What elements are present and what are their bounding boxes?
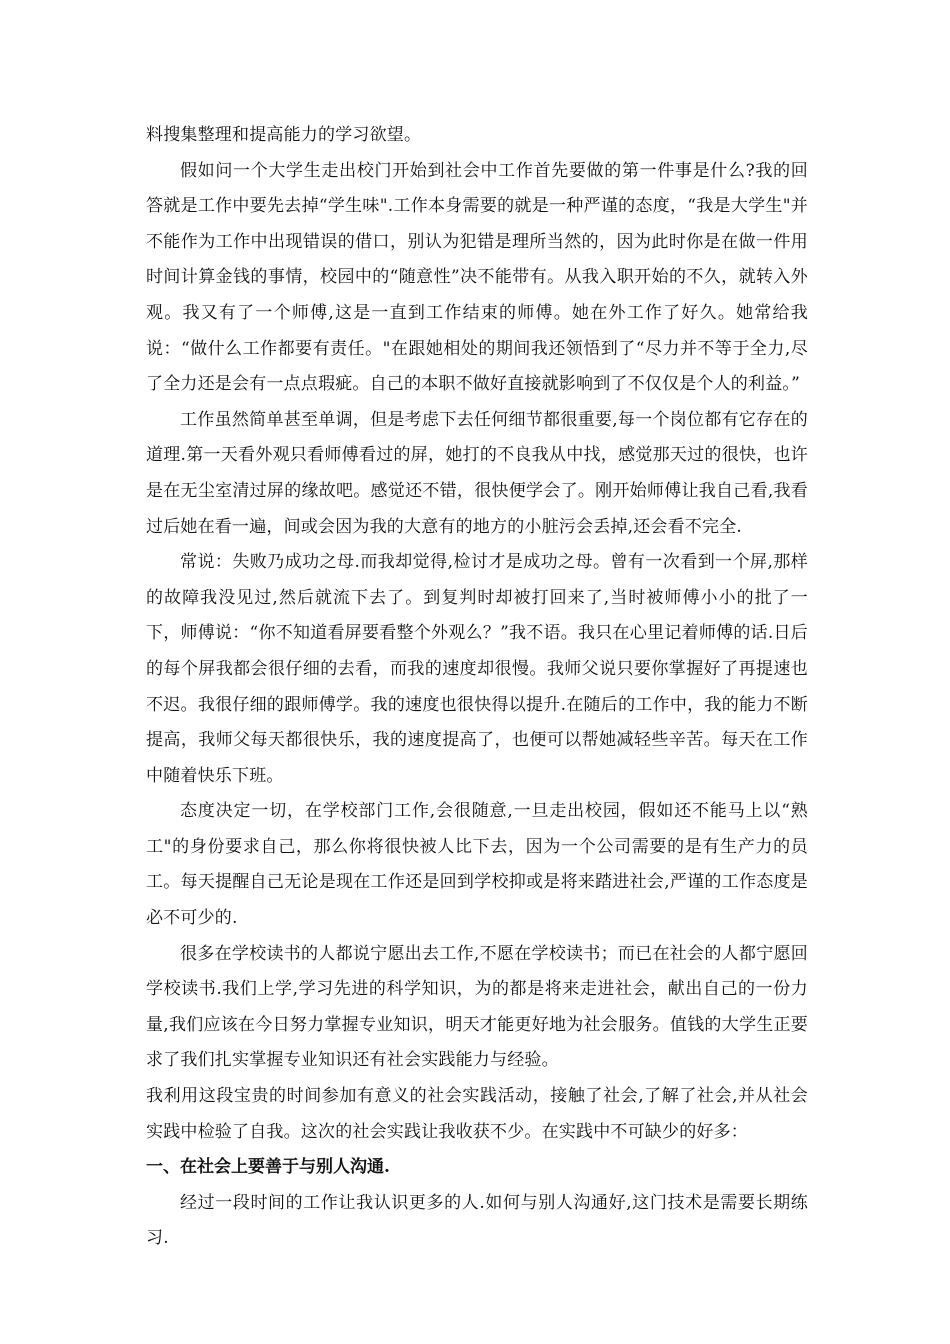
paragraph-2: 假如问一个大学生走出校门开始到社会中工作首先要做的第一件事是什么?我的回答就是工作中要先去掉“学生味".工作本身需要的就是一种严谨的态度，“我是大学生"并不能作为工作中出现错误的借口，别认为犯错是理所当然的，因为此时你是在做一件用时间计算金钱的事情，校园中的“随意性”决不能带有。从我入职开始的不久，就转入外观。我又有了一个师傅,这是一直到工作结束的师傅。她在外工作了好久。她常给我说：“做什么工作都要有责任。"在跟她相处的期间我还领悟到了“尽力并不等于全力,尽了全力还是会有一点点瑕疵。自己的本职不做好直接就影响到了不仅仅是个人的利益。” [146, 160, 808, 395]
paragraph-1: 料搜集整理和提高能力的学习欲望。 [146, 125, 422, 145]
paragraph-7: 我利用这段宝贵的时间参加有意义的社会实践活动，接触了社会,了解了社会,并从社会实践中检验了自我。这次的社会实践让我收获不少。在实践中不可缺少的好多： [146, 1086, 808, 1142]
paragraph-6: 很多在学校读书的人都说宁愿出去工作,不愿在学校读书；而已在社会的人都宁愿回学校读书.我们上学,学习先进的科学知识，为的都是将来走进社会，献出自己的一份力量,我们应该在今日努力掌握专业知识，明天才能更好地为社会服务。值钱的大学生正要求了我们扎实掌握专业知识还有社会实践能力与经验。 [146, 943, 808, 1071]
paragraph-4: 常说：失败乃成功之母.而我却觉得,检讨才是成功之母。曾有一次看到一个屏,那样的故障我没见过,然后就流下去了。到复判时却被打回来了,当时被师傅小小的批了一下，师傅说：“你不知道看屏要看整个外观么？”我不语。我只在心里记着师傅的话.日后的每个屏我都会很仔细的去看，而我的速度却很慢。我师父说只要你掌握好了再提速也不迟。我很仔细的跟师傅学。我的速度也很快得以提升.在随后的工作中，我的能力不断提高，我师父每天都很快乐，我的速度提高了，也便可以帮她减轻些辛苦。每天在工作中随着快乐下班。 [146, 552, 808, 786]
paragraph-5: 态度决定一切，在学校部门工作,会很随意,一旦走出校园，假如还不能马上以“熟工"的身份要求自己，那么你将很快被人比下去，因为一个公司需要的是有生产力的员工。每天提醒自己无论是现在工作还是回到学校抑或是将来踏进社会,严谨的工作态度是必不可少的. [146, 801, 808, 929]
paragraph-8: 经过一段时间的工作让我认识更多的人.如何与别人沟通好,这门技术是需要长期练习. [146, 1192, 808, 1249]
section-heading: 一、在社会上要善于与别人沟通. [146, 1157, 390, 1178]
document-body [146, 118, 808, 1257]
paragraph-3: 工作虽然简单甚至单调，但是考虑下去任何细节都很重要,每一个岗位都有它存在的道理.第一天看外观只看师傅看过的屏，她打的不良我从中找，感觉那天过的很快，也许是在无尘室清过屏的缘故吧。感觉还不错，很快便学会了。刚开始师傅让我自己看,我看过后她在看一遍，间或会因为我的大意有的地方的小脏污会丢掉,还会看不完全. [146, 409, 808, 537]
